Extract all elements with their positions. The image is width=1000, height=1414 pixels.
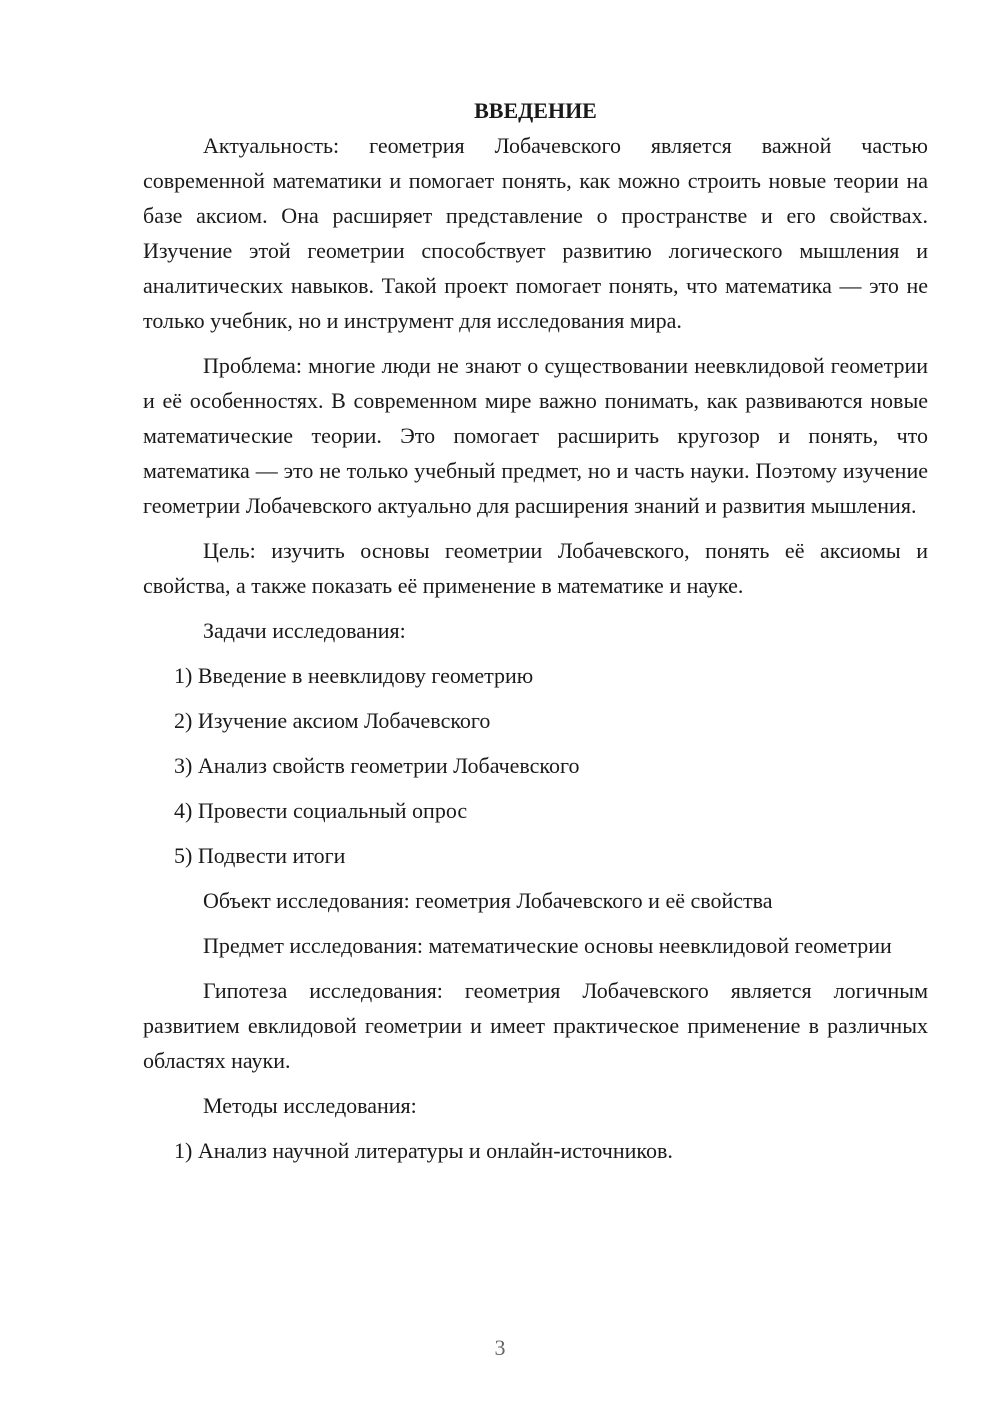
hypothesis-paragraph: Гипотеза исследования: геометрия Лобачевского является логичным развитием евклидовой геометрии и имеет практическое применение в различных областях науки.: [143, 978, 928, 1073]
document-page: [143, 93, 928, 1178]
task-item: 3) Анализ свойств геометрии Лобачевского: [174, 753, 580, 778]
task-item: 4) Провести социальный опрос: [174, 798, 468, 823]
goal-paragraph: Цель: изучить основы геометрии Лобачевского, понять её аксиомы и свойства, а также показать её применение в математике и науке.: [143, 538, 928, 598]
task-item: 1) Введение в неевклидову геометрию: [174, 663, 534, 688]
section-title: ВВЕДЕНИЕ: [474, 98, 597, 123]
method-item: 1) Анализ научной литературы и онлайн-источников.: [174, 1138, 673, 1163]
methods-heading: Методы исследования:: [203, 1093, 417, 1118]
subject-paragraph: Предмет исследования: математические основы неевклидовой геометрии: [203, 933, 892, 958]
relevance-paragraph: Актуальность: геометрия Лобачевского является важной частью современной математики и помогает понять, как можно строить новые теории на базе аксиом. Она расширяет представление о пространстве и его свойствах. Изучение этой геометрии способствует развитию логического мышления и аналитических навыков. Такой проект помогает понять, что математика — это не только учебник, но и инструмент для исследования мира.: [143, 133, 928, 333]
task-item: 5) Подвести итоги: [174, 843, 346, 868]
object-line: Объект исследования: геометрия Лобачевского и её свойства: [203, 888, 773, 913]
task-item: 2) Изучение аксиом Лобачевского: [174, 708, 491, 733]
tasks-heading: Задачи исследования:: [203, 618, 406, 643]
page-number: 3: [494, 1335, 506, 1360]
problem-paragraph: Проблема: многие люди не знают о существовании неевклидовой геометрии и её особенностях. В современном мире важно понимать, как развиваются новые математические теории. Это помогает расширить кругозор и понять, что математика — это не только учебный предмет, но и часть науки. Поэтому изучение геометрии Лобачевского актуально для расширения знаний и развития мышления.: [143, 353, 928, 518]
